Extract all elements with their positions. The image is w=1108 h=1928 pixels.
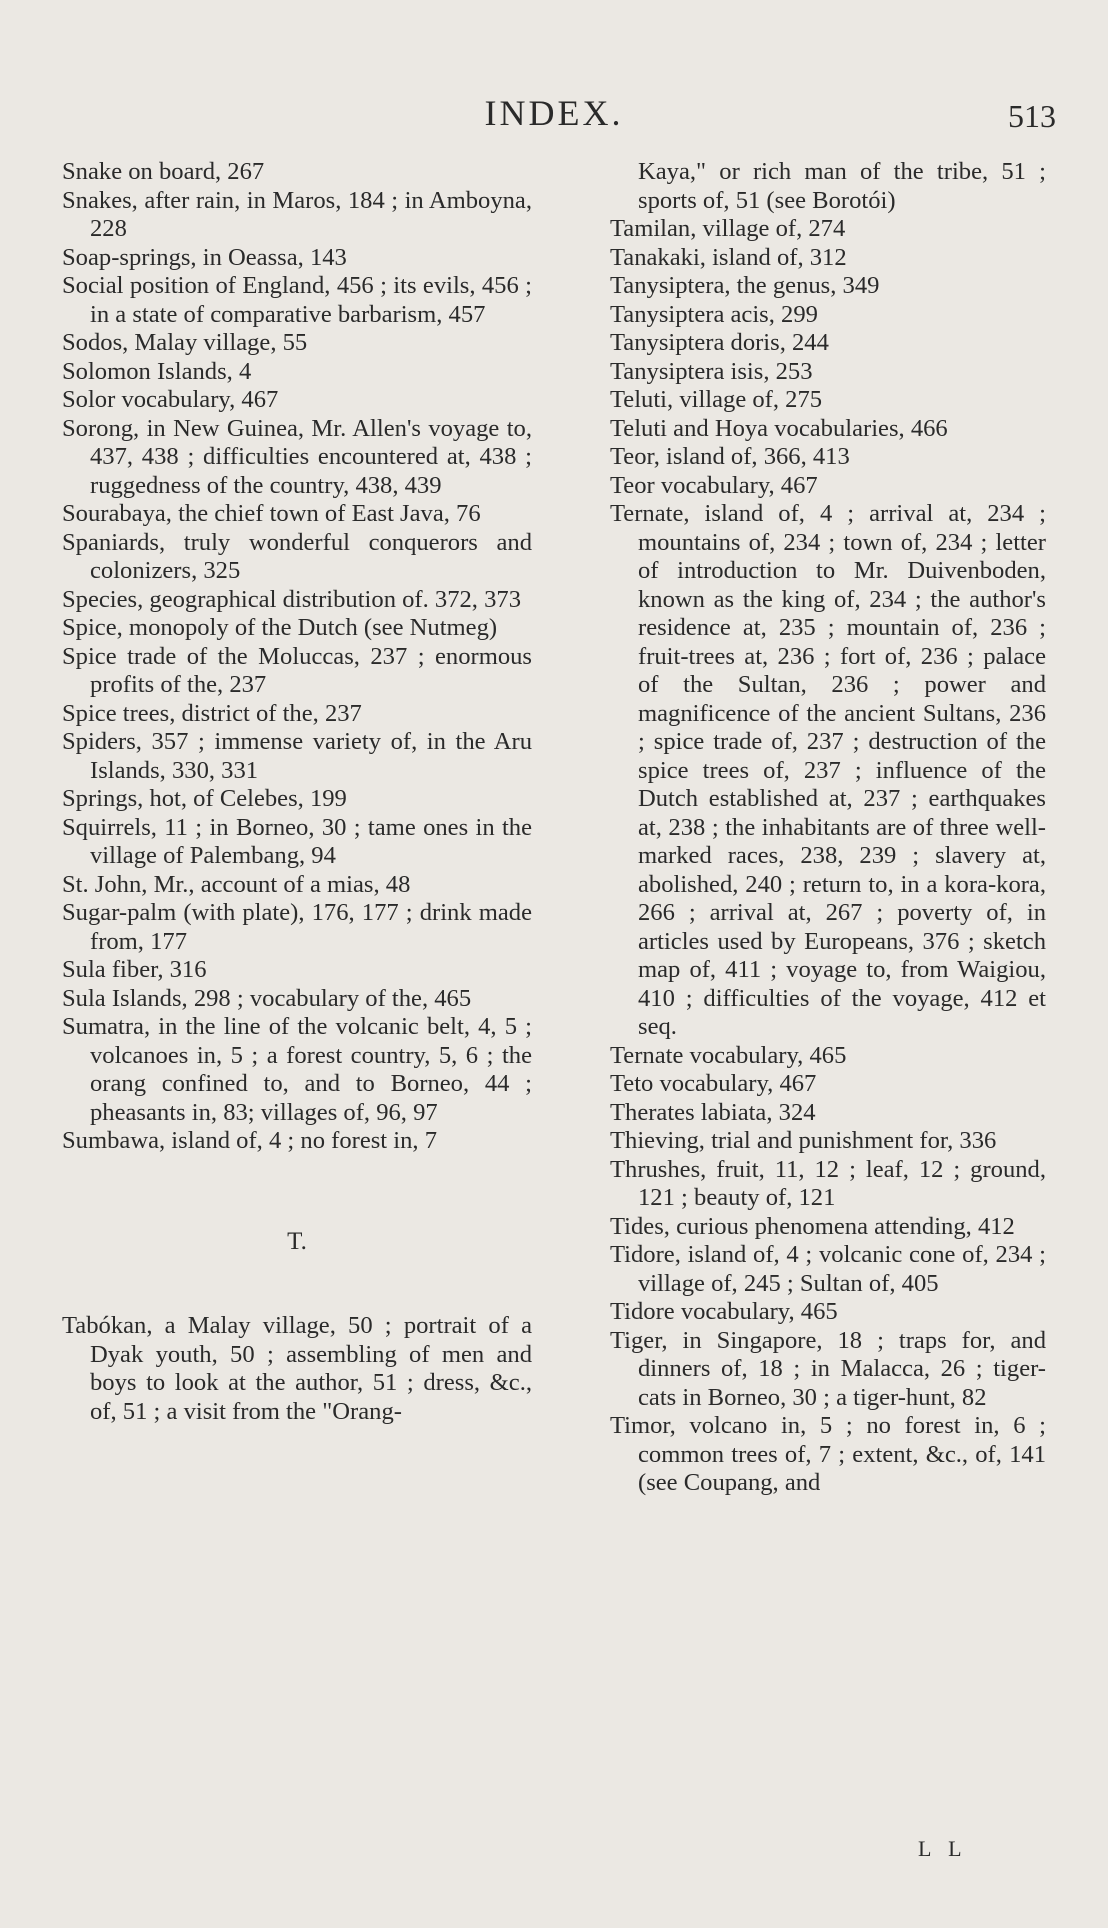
index-entry: Spice trade of the Moluccas, 237 ; enormous profits of the, 237 (62, 642, 532, 698)
index-entry: Sorong, in New Guinea, Mr. Allen's voyage to, 437, 438 ; difficulties encountered at, 438 ; ruggedness of the country, 438, 439 (62, 414, 532, 499)
index-entry: Teluti, village of, 275 (610, 386, 823, 413)
index-entry: St. John, Mr., account of a mias, 48 (62, 870, 411, 898)
section-letter: T. (287, 1227, 307, 1255)
index-entry: Sumbawa, island of, 4 ; no forest in, 7 (62, 1127, 438, 1154)
index-entry: Teto vocabulary, 467 (610, 1070, 817, 1097)
index-entry: Thrushes, fruit, 11, 12 ; leaf, 12 ; ground, 121 ; beauty of, 121 (610, 1155, 1046, 1211)
right-column (610, 158, 1046, 1498)
index-entry: Teor, island of, 366, 413 (610, 443, 850, 470)
index-entry: Teluti and Hoya vocabularies, 466 (610, 414, 948, 442)
index-entry: Tabókan, a Malay village, 50 ; portrait of a Dyak youth, 50 ; assembling of men and boys to look at the author, 51 ; dress, &c., of, 51 ; a visit from the "Orang- (62, 1312, 532, 1425)
index-entry: Sumatra, in the line of the volcanic belt, 4, 5 ; volcanoes in, 5 ; a forest country, 5, 6 ; the orang confined to, and to Borneo, 44 ; pheasants in, 83; villages of, 96, 97 (62, 1013, 532, 1126)
continued-entry: Kaya," or rich man of the tribe, 51 ; sports of, 51 (see Borotói) (638, 158, 1046, 214)
left-column (62, 158, 532, 1426)
running-head: INDEX. (484, 93, 624, 133)
index-entry: Ternate vocabulary, 465 (610, 1041, 847, 1069)
index-entry: Tanysiptera isis, 253 (610, 357, 813, 385)
index-entry: Squirrels, 11 ; in Borneo, 30 ; tame ones in the village of Palembang, 94 (62, 813, 532, 869)
index-entry: Snake on board, 267 (62, 158, 265, 185)
index-entry: Sula fiber, 316 (62, 956, 207, 983)
index-entry: Tides, curious phenomena attending, 412 (610, 1212, 1015, 1240)
left-t-entries (62, 1312, 532, 1426)
index-entry: Tanysiptera doris, 244 (610, 329, 829, 356)
index-entry: Spiders, 357 ; immense variety of, in the Aru Islands, 330, 331 (62, 728, 532, 784)
index-entry: Solor vocabulary, 467 (62, 386, 279, 413)
index-entry: Sugar-palm (with plate), 176, 177 ; drink made from, 177 (62, 899, 532, 955)
index-entry: Spice trees, district of the, 237 (62, 699, 362, 727)
index-entry: Snakes, after rain, in Maros, 184 ; in Amboyna, 228 (62, 186, 532, 242)
index-entry: Sula Islands, 298 ; vocabulary of the, 465 (62, 984, 472, 1012)
left-entries (62, 158, 532, 1156)
signature-mark: L L (918, 1836, 968, 1861)
page-number: 513 (1008, 98, 1056, 134)
index-entry: Spaniards, truly wonderful conquerors and colonizers, 325 (62, 528, 532, 584)
index-entry: Timor, volcano in, 5 ; no forest in, 6 ; common trees of, 7 ; extent, &c., of, 141 (see Coupang, and (610, 1412, 1046, 1496)
right-entries (610, 215, 1046, 1498)
index-entry: Teor vocabulary, 467 (610, 471, 818, 499)
index-entry: Tanysiptera acis, 299 (610, 300, 818, 328)
index-entry: Sourabaya, the chief town of East Java, 76 (62, 500, 481, 527)
index-entry: Solomon Islands, 4 (62, 357, 252, 385)
index-entry: Tanysiptera, the genus, 349 (610, 272, 880, 299)
index-entry: Thieving, trial and punishment for, 336 (610, 1127, 997, 1154)
index-entry: Species, geographical distribution of. 372, 373 (62, 585, 521, 613)
index-entry: Tiger, in Singapore, 18 ; traps for, and dinners of, 18 ; in Malacca, 26 ; tiger-cats in Borneo, 30 ; a tiger-hunt, 82 (610, 1326, 1046, 1411)
index-entry: Social position of England, 456 ; its evils, 456 ; in a state of comparative barbarism, 457 (62, 272, 532, 328)
index-entry: Sodos, Malay village, 55 (62, 329, 308, 356)
index-entry: Springs, hot, of Celebes, 199 (62, 785, 347, 812)
index-entry: Tamilan, village of, 274 (610, 215, 846, 242)
index-entry: Tidore vocabulary, 465 (610, 1298, 838, 1325)
index-entry: Tidore, island of, 4 ; volcanic cone of, 234 ; village of, 245 ; Sultan of, 405 (610, 1241, 1046, 1297)
index-entry: Spice, monopoly of the Dutch (see Nutmeg) (62, 614, 498, 641)
index-entry: Soap-springs, in Oeassa, 143 (62, 243, 347, 271)
index-entry: Ternate, island of, 4 ; arrival at, 234 ; mountains of, 234 ; town of, 234 ; letter of introduction to Mr. Duivenboden, known as the king of, 234 ; the author's residence at, 235 ; mountain of, 236 ; fruit-trees at, 236 ; fort of, 236 ; palace of the Sultan, 236 ; power and magnificence of the ancient Sultans, 236 ; spice trade of, 237 ; destruction of the spice trees of, 237 ; influence of the Dutch established at, 237 ; earthquakes at, 238 ; the inhabitants are of three well-marked races, 238, 239 ; slavery at, abolished, 240 ; return to, in a kora-kora, 266 ; arrival at, 267 ; poverty of, in articles used by Europeans, 376 ; sketch map of, 411 ; voyage to, from Waigiou, 410 ; difficulties of the voyage, 412 et seq. (610, 500, 1046, 1040)
index-entry: Therates labiata, 324 (610, 1098, 816, 1126)
index-entry: Tanakaki, island of, 312 (610, 243, 847, 271)
